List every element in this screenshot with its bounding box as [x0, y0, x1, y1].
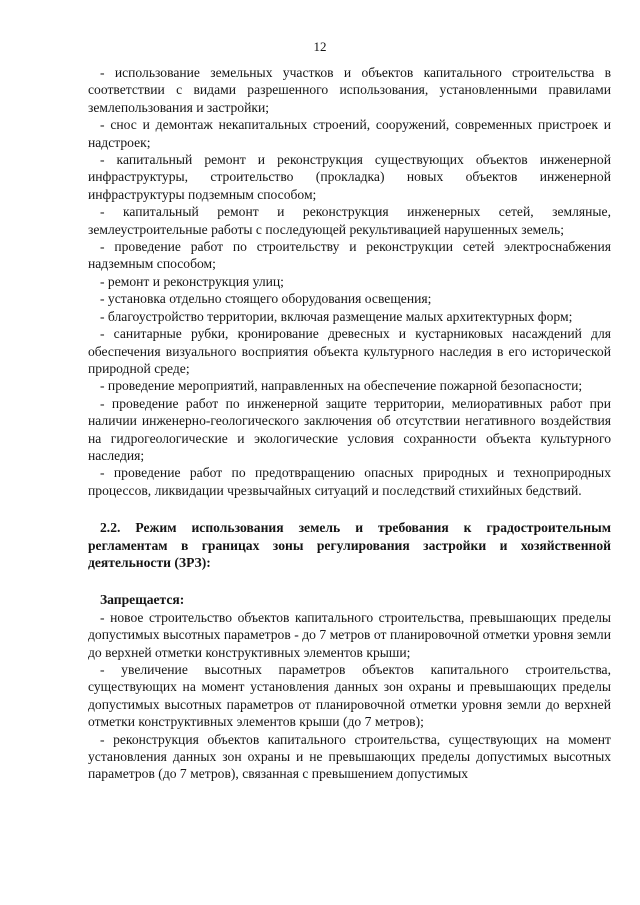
section-heading: 2.2. Режим использования земель и требования к градостроительным регламентам в границах зоны регулирования застройки и хозяйственной деятельности (ЗРЗ): [88, 520, 611, 570]
paragraph: - санитарные рубки, кронирование древесных и кустарниковых насаждений для обеспечения визуального восприятия объекта культурного наследия в его исторической природной среде; [88, 326, 611, 376]
paragraph: - капитальный ремонт и реконструкция существующих объектов инженерной инфраструктуры, строительство (прокладка) новых объектов инженерной инфраструктуры подземным способом; [88, 152, 611, 202]
paragraph: - проведение работ по предотвращению опасных природных и техноприродных процессов, ликвидации чрезвычайных ситуаций и последствий стихийных бедствий. [88, 465, 611, 498]
page-number: 12 [313, 39, 327, 54]
paragraph: - установка отдельно стоящего оборудования освещения; [100, 291, 432, 307]
subheading: Запрещается: [100, 592, 185, 608]
paragraph: - ремонт и реконструкция улиц; [100, 273, 284, 289]
paragraph: - проведение работ по инженерной защите территории, мелиоративных работ при наличии инженерно-геологического заключения об отсутствии негативного воздействия на гидрогеологические и экологические условия сохранности объекта культурного наследия; [88, 395, 611, 463]
paragraph: - реконструкция объектов капитального строительства, существующих на момент установления данных зон охраны и не превышающих пределы допустимых высотных параметров (до 7 метров), связанная с превышением допустимых [88, 731, 611, 782]
paragraph: - использование земельных участков и объектов капитального строительства в соответствии с видами разрешенного использования, установленными правилами землепользования и застройки; [88, 65, 611, 115]
paragraph: - проведение работ по строительству и реконструкции сетей электроснабжения надземным способом; [88, 239, 611, 272]
paragraph: - снос и демонтаж некапитальных строений, сооружений, современных пристроек и надстроек; [88, 117, 611, 150]
paragraph: - проведение мероприятий, направленных на обеспечение пожарной безопасности; [100, 378, 583, 394]
paragraph: - капитальный ремонт и реконструкция инженерных сетей, земляные, землеустроительные работы с последующей рекультивацией нарушенных земель; [88, 204, 611, 237]
paragraph: - благоустройство территории, включая размещение малых архитектурных форм; [100, 308, 573, 324]
paragraph: - новое строительство объектов капитального строительства, превышающих пределы допустимых высотных параметров - до 7 метров от планировочной отметки уровня земли до верхней отметки конструктивных элементов крыши; [88, 609, 611, 660]
paragraph: - увеличение высотных параметров объектов капитального строительства, существующих на момент установления данных зон охраны и превышающих пределы допустимых высотных параметров от планировочной отметки уровня земли до верхней отметки конструктивных элементов крыши (до 7 метров); [88, 662, 611, 730]
document-body [88, 64, 611, 783]
